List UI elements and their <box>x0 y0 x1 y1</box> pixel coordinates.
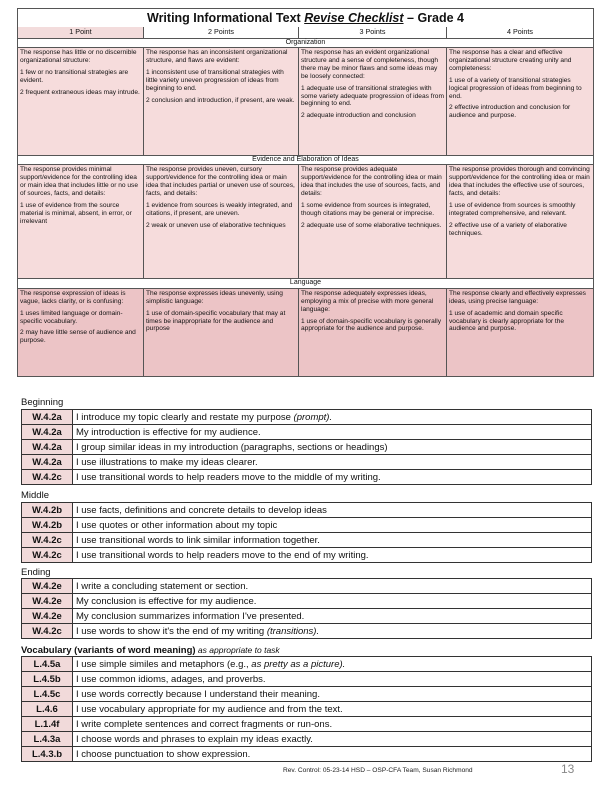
rubric-table <box>17 8 594 377</box>
rubric-cell: The response clearly and effectively expresses ideas, using precise language: 1 use of academic and domain specific vocabulary is clearly appropriate for the audience and purpose. <box>447 288 594 376</box>
checklist-vocabulary <box>21 656 592 762</box>
checklist-row <box>22 425 592 440</box>
checklist-row <box>22 672 592 687</box>
checklist-ending <box>21 578 592 639</box>
standard-code: W.4.2c <box>22 548 73 563</box>
checklist-row <box>22 624 592 639</box>
checklist-row <box>22 410 592 425</box>
checklist-row <box>22 579 592 594</box>
standard-code: L.1.4f <box>22 717 73 732</box>
checklist-text: I use common idioms, adages, and proverbs. <box>73 672 592 687</box>
checklist-row <box>22 533 592 548</box>
checklist-text: I use illustrations to make my ideas clearer. <box>73 455 592 470</box>
score-header: 3 Points <box>299 27 447 38</box>
score-header: 1 Point <box>18 27 144 38</box>
standard-code: W.4.2a <box>22 440 73 455</box>
standard-code: L.4.5c <box>22 687 73 702</box>
checklist-row <box>22 687 592 702</box>
group-title-beginning: Beginning <box>21 397 64 408</box>
rubric-row-language <box>18 288 594 376</box>
standard-code: W.4.2a <box>22 425 73 440</box>
rubric-cell: The response has an inconsistent organizational structure, and flaws are evident: 1 inconsistent use of transitional strategies with little variety uneven progression of ideas from beginning to end. 2 conclusion and introduction, if present, are weak. <box>144 48 299 156</box>
checklist-row <box>22 702 592 717</box>
checklist-text: I use words to show it's the end of my writing (transitions). <box>73 624 592 639</box>
standard-code: W.4.2c <box>22 470 73 485</box>
checklist-row <box>22 455 592 470</box>
rubric-cell: The response has an evident organizational structure and a sense of completeness, though there may be minor flaws and some ideas may be loosely connected: 1 adequate use of transitional strategies with some variety adequate progression of ideas from beginning to end. 2 adequate introduction and conclusion <box>299 48 447 156</box>
checklist-text: I introduce my topic clearly and restate my purpose (prompt). <box>73 410 592 425</box>
rubric-cell: The response expression of ideas is vague, lacks clarity, or is confusing: 1 uses limited language or domain-specific vocabulary. 2 may have little sense of audience and purpose. <box>18 288 144 376</box>
checklist-middle <box>21 502 592 563</box>
group-title-vocabulary: Vocabulary (variants of word meaning) as appropriate to task <box>21 645 280 656</box>
checklist-text: I choose punctuation to show expression. <box>73 747 592 762</box>
checklist-row <box>22 594 592 609</box>
standard-code: W.4.2b <box>22 518 73 533</box>
checklist-row <box>22 548 592 563</box>
rubric-cell: The response has little or no discernible organizational structure: 1 few or no transitional strategies are evident. 2 frequent extraneous ideas may intrude. <box>18 48 144 156</box>
rubric-cell: The response expresses ideas unevenly, using simplistic language: 1 use of domain-specific vocabulary that may at times be inappropriate for the audience and purpose <box>144 288 299 376</box>
checklist-text: I use quotes or other information about my topic <box>73 518 592 533</box>
standard-code: W.4.2c <box>22 624 73 639</box>
checklist-row <box>22 470 592 485</box>
rubric-cell: The response has a clear and effective organizational structure creating unity and completeness: 1 use of a variety of transitional strategies logical progression of ideas from beginning to end. 2 effective introduction and conclusion for audience and purpose. <box>447 48 594 156</box>
standard-code: L.4.6 <box>22 702 73 717</box>
checklist-row <box>22 440 592 455</box>
standard-code: L.4.3a <box>22 732 73 747</box>
rubric-cell: The response provides adequate support/evidence for the controlling idea or main idea that includes the use of sources, facts, and details: 1 some evidence from sources is integrated, though citations may be general or imprecise. 2 adequate use of some elaborative techniques. <box>299 165 447 279</box>
checklist-text: I use simple similes and metaphors (e.g., as pretty as a picture). <box>73 657 592 672</box>
revision-credit: Rev. Control: 05-23-14 HSD – OSP-CFA Team, Susan Richmond <box>283 767 473 774</box>
standard-code: L.4.5a <box>22 657 73 672</box>
standard-code: W.4.2a <box>22 455 73 470</box>
rubric-cell: The response provides thorough and convincing support/evidence for the controlling idea or main idea that includes the effective use of sources, facts, and details: 1 use of evidence from sources is smoothly integrated comprehensive, and relevant. 2 effective use of a variety of elaborative techniques. <box>447 165 594 279</box>
section-heading-evidence: Evidence and Elaboration of Ideas <box>18 156 594 165</box>
group-title-middle: Middle <box>21 490 49 501</box>
checklist-row <box>22 732 592 747</box>
checklist-row <box>22 503 592 518</box>
standard-code: L.4.3.b <box>22 747 73 762</box>
standard-code: W.4.2e <box>22 609 73 624</box>
standard-code: L.4.5b <box>22 672 73 687</box>
section-heading-language: Language <box>18 279 594 288</box>
page-title: Writing Informational Text Revise Checklist – Grade 4 <box>18 9 594 28</box>
checklist-row <box>22 518 592 533</box>
standard-code: W.4.2e <box>22 594 73 609</box>
checklist-text: My introduction is effective for my audience. <box>73 425 592 440</box>
checklist-row <box>22 717 592 732</box>
checklist-text: I use transitional words to link similar information together. <box>73 533 592 548</box>
standard-code: W.4.2e <box>22 579 73 594</box>
checklist-text: I use facts, definitions and concrete details to develop ideas <box>73 503 592 518</box>
rubric-row-evidence <box>18 165 594 279</box>
section-heading-organization: Organization <box>18 38 594 47</box>
rubric-row-organization <box>18 48 594 156</box>
checklist-row <box>22 609 592 624</box>
checklist-text: I group similar ideas in my introduction (paragraphs, sections or headings) <box>73 440 592 455</box>
checklist-text: I write a concluding statement or section. <box>73 579 592 594</box>
score-header: 4 Points <box>447 27 594 38</box>
rubric-cell: The response adequately expresses ideas, employing a mix of precise with more general language: 1 use of domain-specific vocabulary is generally appropriate for the audience and purpose. <box>299 288 447 376</box>
standard-code: W.4.2b <box>22 503 73 518</box>
rubric-cell: The response provides uneven, cursory support/evidence for the controlling idea or main idea that includes partial or uneven use of sources, facts, and details: 1 evidence from sources is weakly integrated, and citations, if present, are uneven. 2 weak or uneven use of elaborative techniques <box>144 165 299 279</box>
checklist-text: I use transitional words to help readers move to the end of my writing. <box>73 548 592 563</box>
checklist-text: I write complete sentences and correct fragments or run-ons. <box>73 717 592 732</box>
checklist-text: I use words correctly because I understand their meaning. <box>73 687 592 702</box>
checklist-row <box>22 657 592 672</box>
standard-code: W.4.2a <box>22 410 73 425</box>
rubric-cell: The response provides minimal support/evidence for the controlling idea or main idea that includes little or no use of sources, facts, and details: 1 use of evidence from the source material is minimal, absent, in error, or irrelevant <box>18 165 144 279</box>
score-header: 2 Points <box>144 27 299 38</box>
score-header-row <box>18 27 594 38</box>
checklist-row <box>22 747 592 762</box>
standard-code: W.4.2c <box>22 533 73 548</box>
checklist-text: I use vocabulary appropriate for my audience and from the text. <box>73 702 592 717</box>
checklist-beginning <box>21 409 592 485</box>
group-title-ending: Ending <box>21 567 51 578</box>
checklist-text: I use transitional words to help readers move to the middle of my writing. <box>73 470 592 485</box>
checklist-text: I choose words and phrases to explain my ideas exactly. <box>73 732 592 747</box>
checklist-text: My conclusion summarizes information I've presented. <box>73 609 592 624</box>
checklist-text: My conclusion is effective for my audience. <box>73 594 592 609</box>
page-number: 13 <box>561 762 575 776</box>
